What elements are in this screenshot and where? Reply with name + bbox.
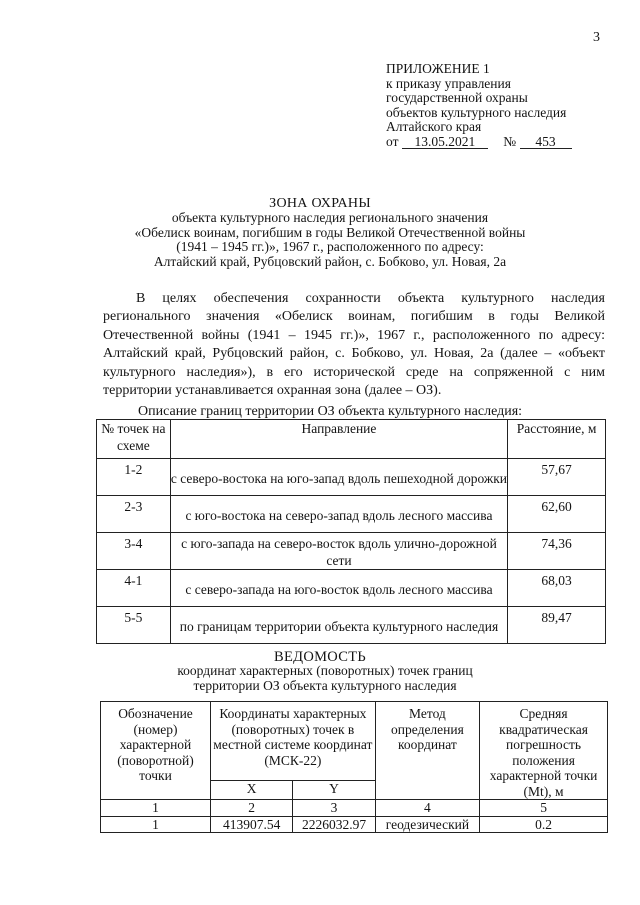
cell-points: 1-2 <box>97 459 171 496</box>
zone-subtitle-line: «Обелиск воинам, погибшим в годы Великой Отечественной войны <box>134 224 526 240</box>
statement-subtitle-line: координат характерных (поворотных) точек границ <box>177 663 473 678</box>
table-row <box>97 570 606 607</box>
header-distance: Расстояние, м <box>508 420 606 459</box>
table-header-row <box>101 702 608 781</box>
header-direction: Направление <box>170 420 507 459</box>
cell-points: 3-4 <box>97 533 171 570</box>
table-index-row <box>101 800 608 817</box>
cell-direction: с северо-запада на юго-восток вдоль лесного массива <box>170 570 507 607</box>
table-row <box>101 816 608 833</box>
index-cell: 5 <box>480 800 608 817</box>
boundary-table-caption: Описание границ территории ОЗ объекта культурного наследия: <box>138 404 523 419</box>
header-error: Средняя квадратическая погрешность положения характерной точки (Mt), м <box>480 702 608 800</box>
from-label: от <box>386 133 399 149</box>
index-cell: 1 <box>101 800 211 817</box>
order-date: 13.05.2021 <box>402 135 488 149</box>
cell-points: 2-3 <box>97 496 171 533</box>
header-points: № точек на схеме <box>97 420 171 459</box>
header-y: Y <box>293 780 375 799</box>
cell-points: 4-1 <box>97 570 171 607</box>
zone-subtitle-line: (1941 – 1945 гг.)», 1967 г., расположенного по адресу: <box>176 239 484 255</box>
appendix-title: ПРИЛОЖЕНИЕ 1 <box>386 61 490 76</box>
cell-direction: по границам территории объекта культурного наследия <box>170 607 507 644</box>
appendix-block <box>386 62 572 149</box>
table-row <box>97 459 606 496</box>
appendix-date-line <box>386 135 572 150</box>
cell-distance: 89,47 <box>508 607 606 644</box>
header-designation: Обозначение (номер) характерной (поворотной) точки <box>101 702 211 800</box>
cell-direction: с юго-запада на северо-восток вдоль улично-дорожной сети <box>170 533 507 570</box>
appendix-line: Алтайского края <box>386 119 482 134</box>
appendix-line: государственной охраны <box>386 90 528 105</box>
cell-distance: 68,03 <box>508 570 606 607</box>
intro-paragraph: В целях обеспечения сохранности объекта культурного наследия регионального значения «Обелиск воинам, погибшим в годы Великой Отечественной войны (1941 – 1945 гг.)», 1967 г., расположенного по адресу: Алтайский край, Рубцовский район, с. Бобково, ул. Новая, 2а (далее – «объект культурного наследия»), в его исторической среде на сопряженной с ним территории устанавливается охранная зона (далее – ОЗ). <box>103 291 605 399</box>
appendix-line: к приказу управления <box>386 75 511 91</box>
zone-subtitle-line: Алтайский край, Рубцовский район, с. Бобково, ул. Новая, 2а <box>153 253 507 269</box>
appendix-line: объектов культурного наследия <box>386 104 567 120</box>
cell-direction: с юго-востока на северо-запад вдоль лесного массива <box>170 496 507 533</box>
index-cell: 4 <box>375 800 479 817</box>
statement-title: ВЕДОМОСТЬ <box>274 649 366 665</box>
table-row <box>97 607 606 644</box>
cell-x: 413907.54 <box>211 816 293 833</box>
table-header-row <box>97 420 606 459</box>
cell-designation: 1 <box>101 816 211 833</box>
header-x: X <box>211 780 293 799</box>
header-coordinates: Координаты характерных (поворотных) точек в местной системе координат (МСК-22) <box>211 702 376 781</box>
cell-distance: 57,67 <box>508 459 606 496</box>
cell-method: геодезический <box>375 816 479 833</box>
page-number: 3 <box>593 30 600 45</box>
cell-error: 0.2 <box>480 816 608 833</box>
index-cell: 3 <box>293 800 375 817</box>
index-cell: 2 <box>211 800 293 817</box>
cell-points: 5-5 <box>97 607 171 644</box>
coordinates-table <box>100 701 608 833</box>
cell-y: 2226032.97 <box>293 816 375 833</box>
zone-subtitle <box>120 211 540 269</box>
cell-distance: 62,60 <box>508 496 606 533</box>
boundary-table <box>96 419 606 644</box>
statement-subtitle-line: территории ОЗ объекта культурного наследия <box>193 677 457 693</box>
number-label: № <box>503 133 517 149</box>
cell-direction: с северо-востока на юго-запад вдоль пешеходной дорожки <box>170 459 507 496</box>
table-row <box>97 496 606 533</box>
header-method: Метод определения координат <box>375 702 479 800</box>
table-row <box>97 533 606 570</box>
cell-distance: 74,36 <box>508 533 606 570</box>
order-number: 453 <box>520 135 572 149</box>
zone-title: ЗОНА ОХРАНЫ <box>269 196 371 211</box>
zone-subtitle-line: объекта культурного наследия регионального значения <box>171 210 489 225</box>
statement-subtitle <box>155 664 495 693</box>
